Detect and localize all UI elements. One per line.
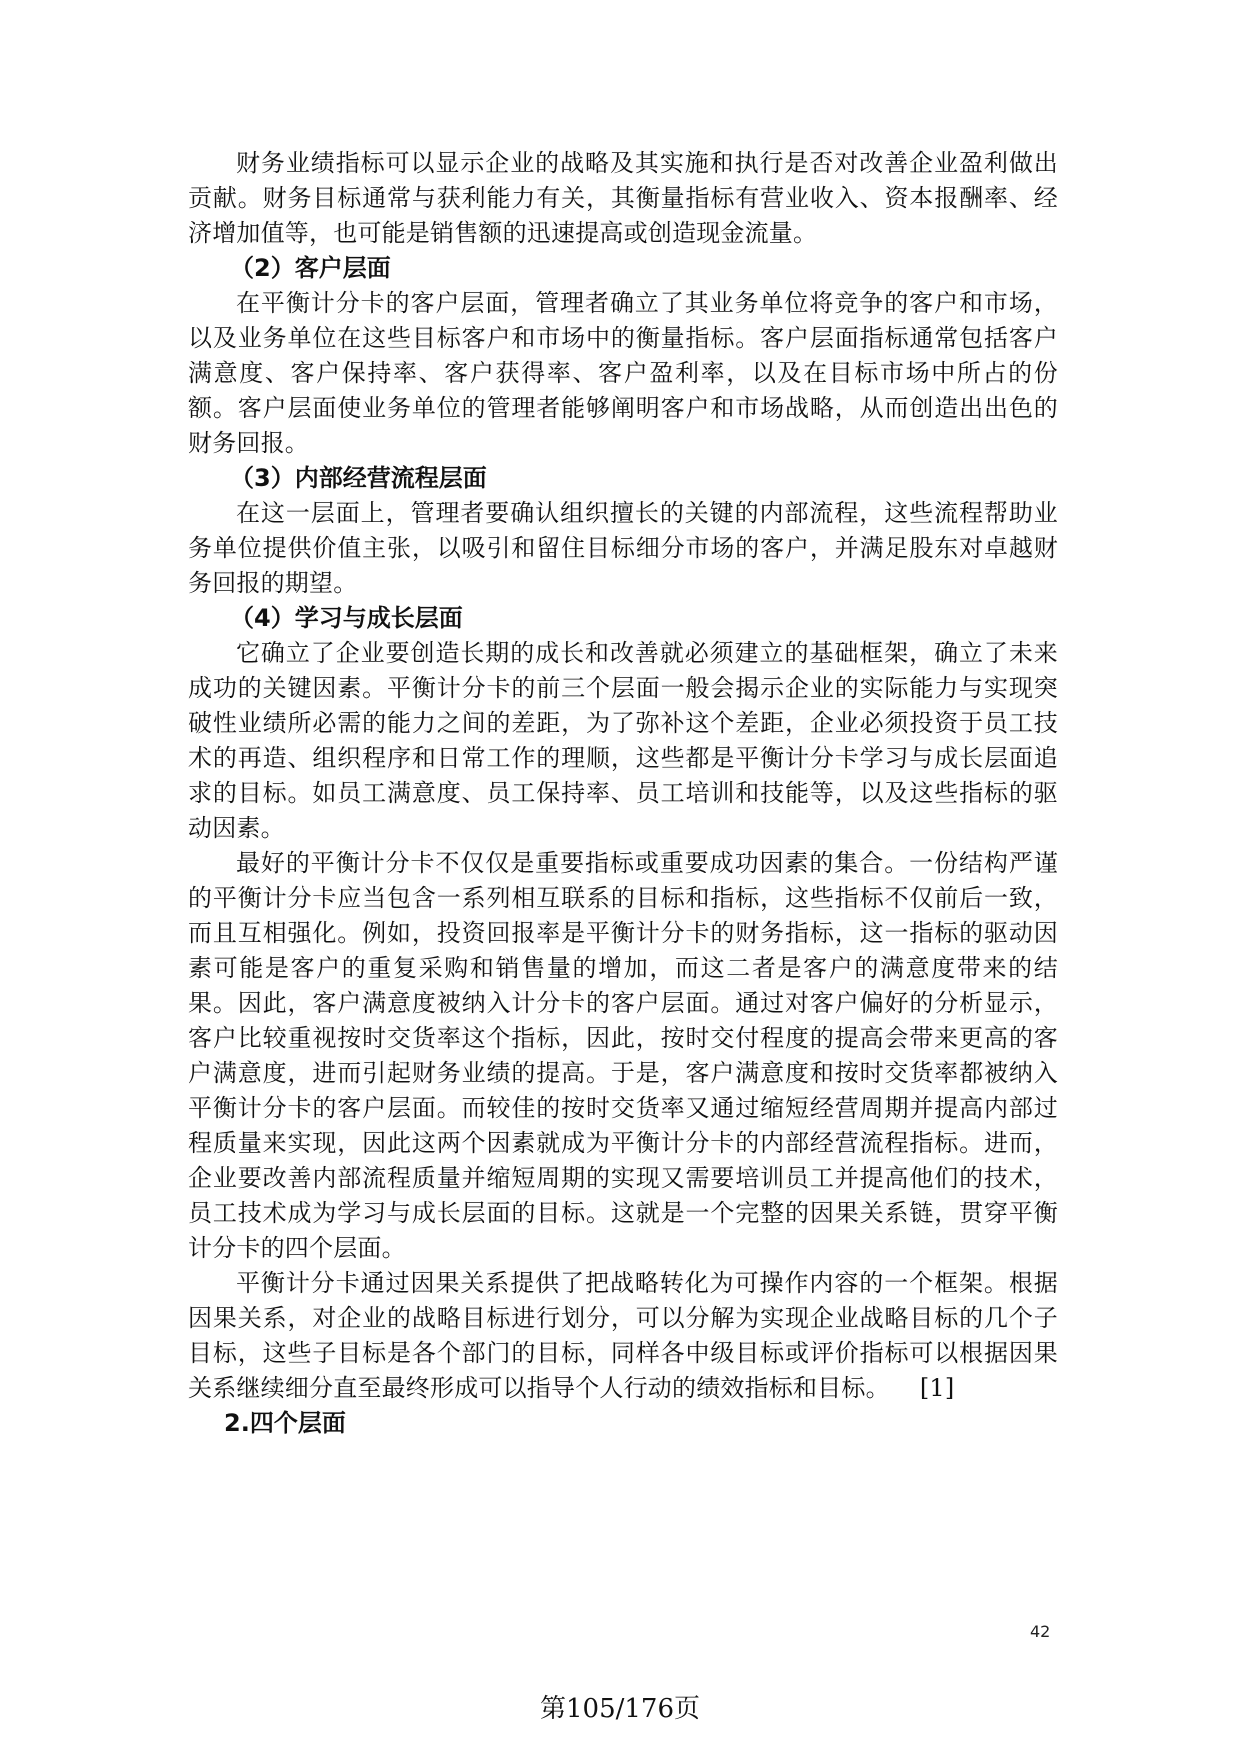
heading-internal-process: （3）内部经营流程层面 [230,464,487,492]
document-body [188,146,1058,1441]
page-number: 42 [1030,1622,1051,1641]
paragraph-customer: 在平衡计分卡的客户层面，管理者确立了其业务单位将竞争的客户和市场，以及业务单位在这些目标客户和市场中的衡量指标。客户层面指标通常包括客户满意度、客户保持率、客户获得率、客户盈利率，以及在目标市场中所占的份额。客户层面使业务单位的管理者能够阐明客户和市场战略，从而创造出出色的财务回报。 [188,289,1058,457]
paragraph-learning-growth: 它确立了企业要创造长期的成长和改善就必须建立的基础框架，确立了未来成功的关键因素。平衡计分卡的前三个层面一般会揭示企业的实际能力与实现突破性业绩所必需的能力之间的差距，为了弥补这个差距，企业必须投资于员工技术的再造、组织程序和日常工作的理顺，这些都是平衡计分卡学习与成长层面追求的目标。如员工满意度、员工保持率、员工培训和技能等，以及这些指标的驱动因素。 [188,639,1058,842]
heading-learning-growth: （4）学习与成长层面 [230,604,463,632]
paragraph-causality [188,1266,1058,1406]
page-footer: 第105/176页 [539,1694,700,1724]
citation-reference: [1] [919,1374,955,1402]
paragraph-internal-process: 在这一层面上，管理者要确认组织擅长的关键的内部流程，这些流程帮助业务单位提供价值主张，以吸引和留住目标细分市场的客户，并满足股东对卓越财务回报的期望。 [188,499,1058,597]
paragraph-best-scorecard: 最好的平衡计分卡不仅仅是重要指标或重要成功因素的集合。一份结构严谨的平衡计分卡应当包含一系列相互联系的目标和指标，这些指标不仅前后一致，而且互相强化。例如，投资回报率是平衡计分卡的财务指标，这一指标的驱动因素可能是客户的重复采购和销售量的增加，而这二者是客户的满意度带来的结果。因此，客户满意度被纳入计分卡的客户层面。通过对客户偏好的分析显示，客户比较重视按时交货率这个指标，因此，按时交付程度的提高会带来更高的客户满意度，进而引起财务业绩的提高。于是，客户满意度和按时交货率都被纳入平衡计分卡的客户层面。而较佳的按时交货率又通过缩短经营周期并提高内部过程质量来实现，因此这两个因素就成为平衡计分卡的内部经营流程指标。进而，企业要改善内部流程质量并缩短周期的实现又需要培训员工并提高他们的技术，员工技术成为学习与成长层面的目标。这就是一个完整的因果关系链，贯穿平衡计分卡的四个层面。 [188,849,1058,1262]
paragraph-financial: 财务业绩指标可以显示企业的战略及其实施和执行是否对改善企业盈利做出贡献。财务目标通常与获利能力有关，其衡量指标有营业收入、资本报酬率、经济增加值等，也可能是销售额的迅速提高或创造现金流量。 [188,149,1058,247]
heading-customer: （2）客户层面 [230,254,391,282]
paragraph-causality-text: 平衡计分卡通过因果关系提供了把战略转化为可操作内容的一个框架。根据因果关系，对企业的战略目标进行划分，可以分解为实现企业战略目标的几个子目标，这些子目标是各个部门的目标，同样各中级目标或评价指标可以根据因果关系继续细分直至最终形成可以指导个人行动的绩效指标和目标。 [188,1269,1058,1402]
heading-four-perspectives: 2.四个层面 [224,1409,346,1437]
